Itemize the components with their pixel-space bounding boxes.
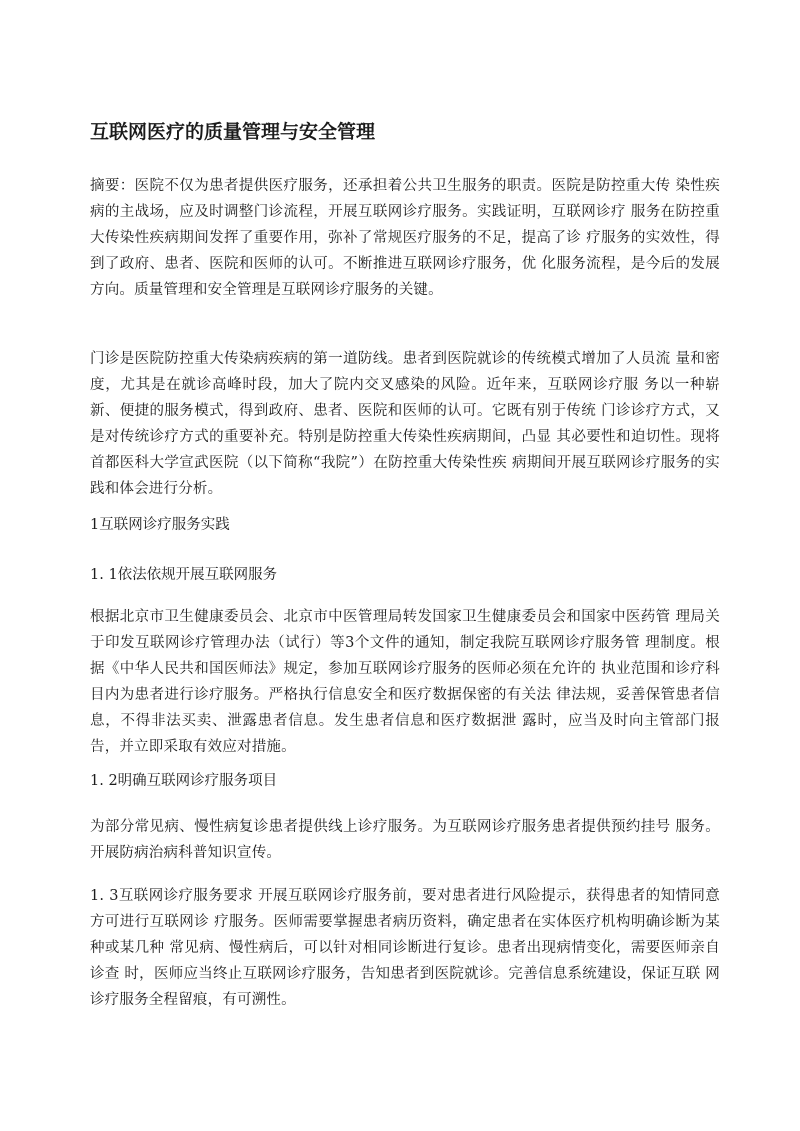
abstract-paragraph: 摘要：医院不仅为患者提供医疗服务，还承担着公共卫生服务的职责。医院是防控重大传 染性疾病的主战场，应及时调整门诊流程，开展互联网诊疗服务。实践证明，互联网诊疗 服务在防控重大传染性疾病期间发挥了重要作用，弥补了常规医疗服务的不足，提高了诊 疗服务的实效性，得到了政府、患者、医院和医师的认可。不断推进互联网诊疗服务，优 化服务流程，是今后的发展方向。质量管理和安全管理是互联网诊疗服务的关键。 xyxy=(90,178,720,298)
section-1-1-heading: 1. 1依法依规开展互联网服务 xyxy=(90,567,278,583)
section-1-heading: 1互联网诊疗服务实践 xyxy=(90,517,230,533)
intro-paragraph: 门诊是医院防控重大传染病疾病的第一道防线。患者到医院就诊的传统模式增加了人员流 量和密度，尤其是在就诊高峰时段，加大了院内交叉感染的风险。近年来，互联网诊疗服 务以一种崭新、便捷的服务模式，得到政府、患者、医院和医师的认可。它既有别于传统 门诊诊疗方式，又是对传统诊疗方式的重要补充。特别是防控重大传染性疾病期间，凸显 其必要性和迫切性。现将首都医科大学宣武医院（以下简称“我院”）在防控重大传染性疾 病期间开展互联网诊疗服务的实践和体会进行分析。 xyxy=(90,351,720,497)
section-1-1-paragraph: 根据北京市卫生健康委员会、北京市中医管理局转发国家卫生健康委员会和国家中医药管 理局关于印发互联网诊疗管理办法（试行）等3个文件的通知，制定我院互联网诊疗服务管 理制度。根据《中华人民共和国医师法》规定，参加互联网诊疗服务的医师必须在允许的 执业范围和诊疗科目内为患者进行诊疗服务。严格执行信息安全和医疗数据保密的有关法 律法规，妥善保管患者信息，不得非法买卖、泄露患者信息。发生患者信息和医疗数据泄 露时，应当及时向主管部门报告，并立即采取有效应对措施。 xyxy=(90,609,720,755)
section-1-2-paragraph: 为部分常见病、慢性病复诊患者提供线上诊疗服务。为互联网诊疗服务患者提供预约挂号 服务。开展防病治病科普知识宣传。 xyxy=(90,819,720,861)
document-title: 互联网医疗的质量管理与安全管理 xyxy=(90,121,376,143)
section-1-3-paragraph: 1. 3互联网诊疗服务要求 开展互联网诊疗服务前，要对患者进行风险提示，获得患者的知情同意方可进行互联网诊 疗服务。医师需要掌握患者病历资料，确定患者在实体医疗机构明确诊断为某种或某几种 常见病、慢性病后，可以针对相同诊断进行复诊。患者出现病情变化，需要医师亲自诊查 时，医师应当终止互联网诊疗服务，告知患者到医院就诊。完善信息系统建设，保证互联 网诊疗服务全程留痕，有可溯性。 xyxy=(90,888,720,1008)
section-1-2-heading: 1. 2明确互联网诊疗服务项目 xyxy=(90,773,278,789)
